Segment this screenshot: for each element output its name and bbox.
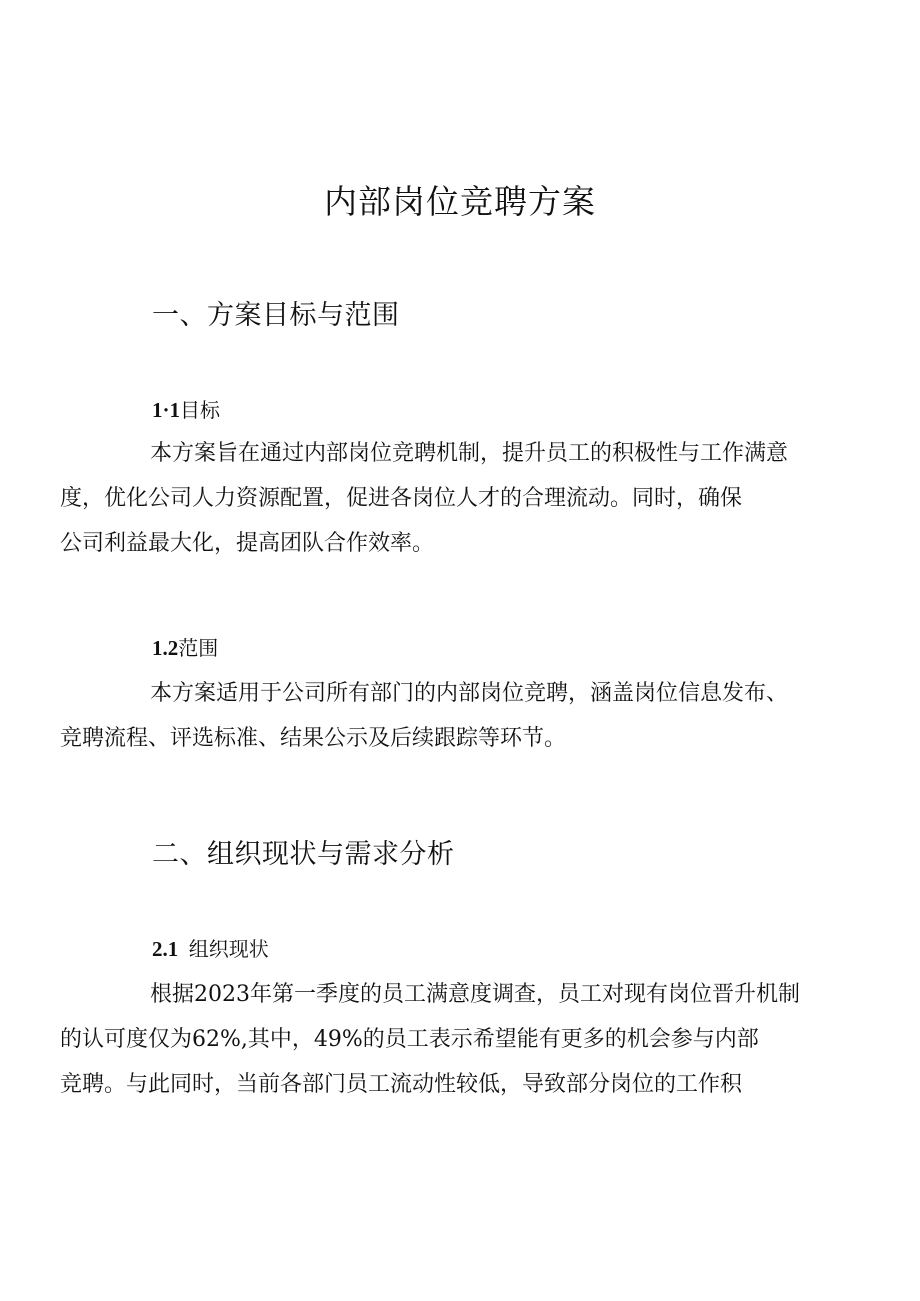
paragraph-line: 的认可度仅为62%,其中，49%的员工表示希望能有更多的机会参与内部: [60, 1027, 759, 1052]
section-heading-2: 二、组织现状与需求分析: [152, 839, 455, 870]
subsection-number: 1·1: [152, 398, 181, 422]
subsection-number: 2.1: [152, 937, 179, 961]
paragraph-line: 本方案适用于公司所有部门的内部岗位竞聘，涵盖岗位信息发布、: [150, 681, 789, 706]
paragraph-line: 公司利益最大化，提高团队合作效率。: [60, 531, 435, 556]
paragraph-line: 度，优化公司人力资源配置，促进各岗位人才的合理流动。同时，确保: [60, 486, 743, 511]
section-heading-1: 一、方案目标与范围: [152, 300, 400, 331]
document-title: 内部岗位竞聘方案: [324, 182, 596, 221]
paragraph-line: 根据2023年第一季度的员工满意度调查，员工对现有岗位晋升机制: [150, 982, 800, 1007]
subsection-heading-1-2: [152, 632, 218, 661]
paragraph-1-2: [60, 671, 821, 761]
paragraph-line: 竞聘。与此同时，当前各部门员工流动性较低，导致部分岗位的工作积: [60, 1072, 743, 1097]
paragraph-1-1: [60, 431, 821, 566]
paragraph-line: 竞聘流程、评选标准、结果公示及后续跟踪等环节。: [60, 726, 567, 751]
subsection-title: 组织现状: [188, 937, 269, 961]
subsection-number: 1.2: [152, 636, 179, 660]
subsection-heading-2-1: [152, 933, 269, 962]
subsection-title: 目标: [180, 398, 221, 422]
paragraph-2-1: [60, 972, 821, 1107]
paragraph-line: 本方案旨在通过内部岗位竞聘机制，提升员工的积极性与工作满意: [150, 441, 789, 466]
subsection-title: 范围: [178, 636, 219, 660]
subsection-heading-1-1: [152, 394, 220, 423]
